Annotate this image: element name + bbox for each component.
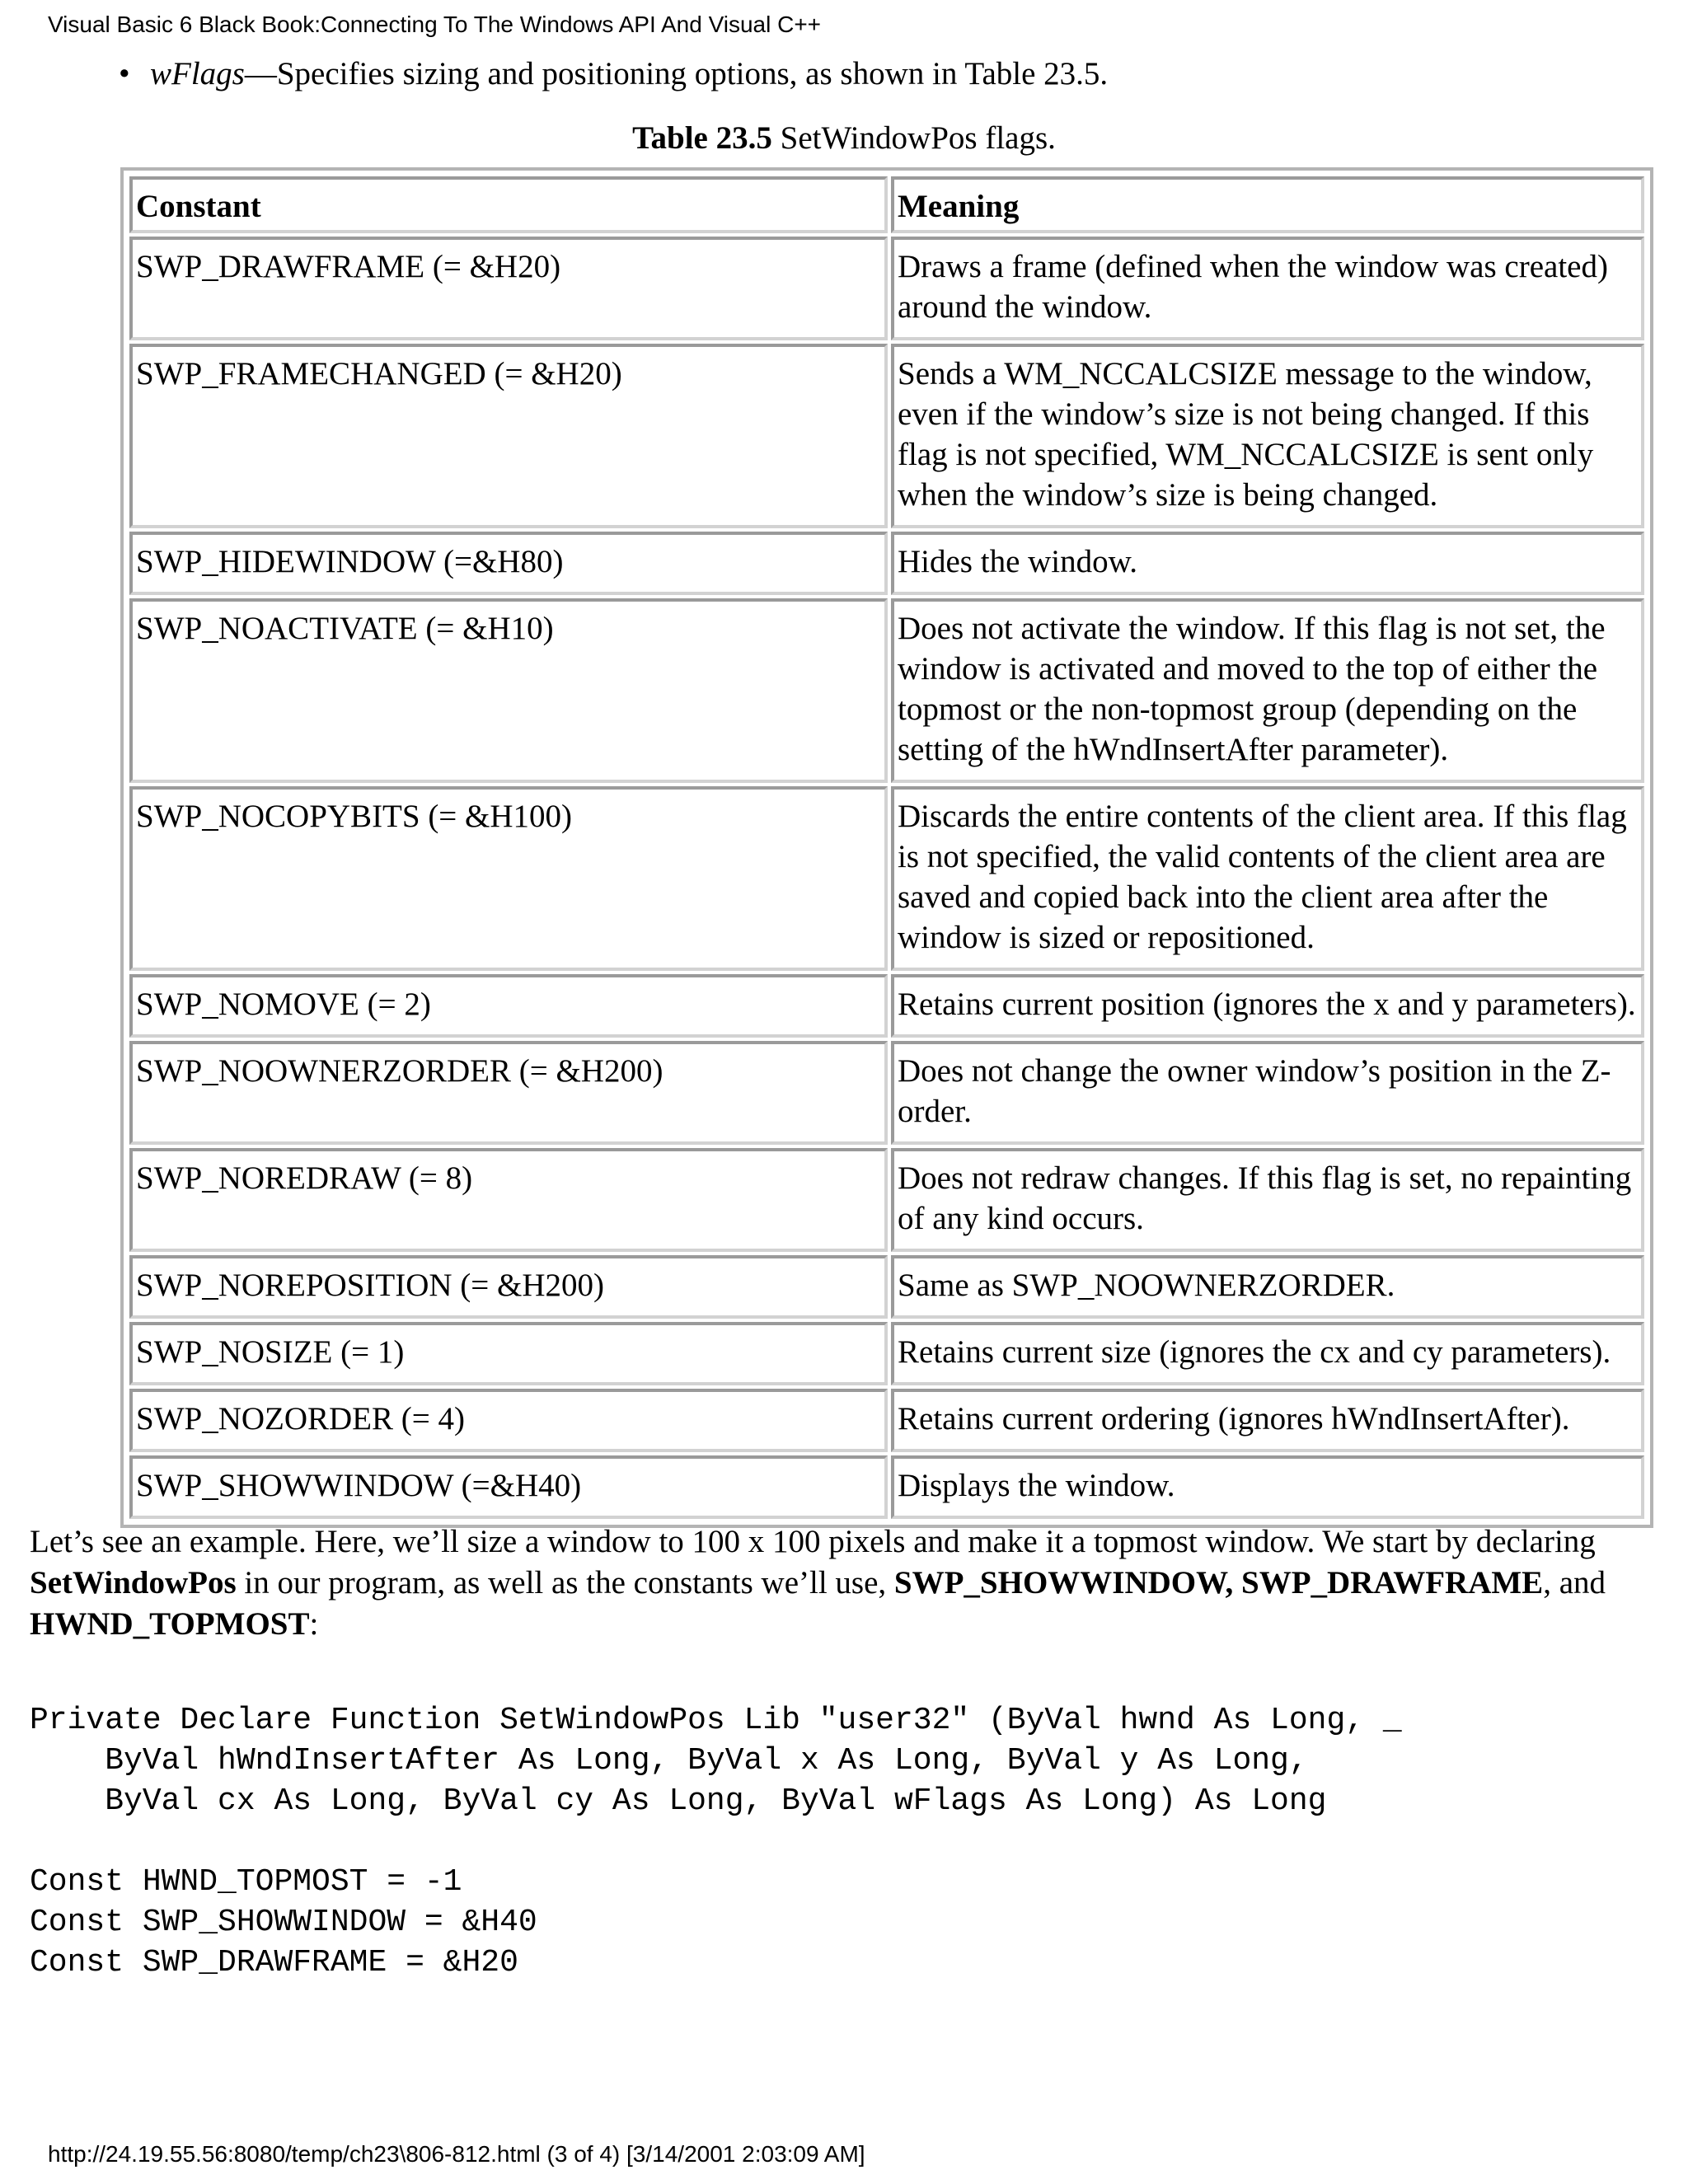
page-footer-url: http://24.19.55.56:8080/temp/ch23\806-812.html (3 of 4) [3/14/2001 2:03:09 AM]: [48, 2141, 865, 2167]
table-row: [129, 1255, 1644, 1319]
code-block: Private Declare Function SetWindowPos Lib "user32" (ByVal hwnd As Long, _ ByVal hWndInsertAfter As Long, ByVal x As Long, ByVal y As Long, ByVal cx As Long, ByVal cy As Long, ByVal wFlags As Long) As Long Const HWND_TOPMOST = -1 Const SWP_SHOWWINDOW = &H40 Const SWP_DRAWFRAME = &H20: [30, 1703, 1402, 1980]
paragraph-text: , and: [1543, 1565, 1606, 1601]
table-header-row: [129, 176, 1644, 233]
meaning-cell: Retains current size (ignores the cx and cy parameters).: [891, 1322, 1644, 1385]
meaning-cell: Draws a frame (defined when the window was created) around the window.: [891, 237, 1644, 340]
paragraph-bold-setwindowpos: SetWindowPos: [30, 1565, 237, 1601]
table-row: [129, 974, 1644, 1038]
constant-cell: SWP_DRAWFRAME (= &H20): [129, 237, 888, 340]
table-row: [129, 237, 1644, 340]
table-row: [129, 598, 1644, 783]
table-row: [129, 1041, 1644, 1145]
column-header-constant: Constant: [129, 176, 888, 233]
paragraph-text: Let’s see an example. Here, we’ll size a window to 100 x 100 pixels and make it a topmost window. We start by declaring: [30, 1524, 1596, 1559]
constant-cell: SWP_NOOWNERZORDER (= &H200): [129, 1041, 888, 1145]
meaning-cell: Does not redraw changes. If this flag is set, no repainting of any kind occurs.: [891, 1148, 1644, 1252]
paragraph-bold-constants: SWP_SHOWWINDOW, SWP_DRAWFRAME: [893, 1565, 1544, 1601]
paragraph-bold-hwnd-topmost: HWND_TOPMOST: [30, 1606, 310, 1642]
constant-cell: SWP_SHOWWINDOW (=&H40): [129, 1455, 888, 1519]
example-paragraph: [30, 1521, 1662, 1645]
column-header-meaning: Meaning: [891, 176, 1644, 233]
bullet-text: —Specifies sizing and positioning options, as shown in Table 23.5.: [244, 56, 1109, 91]
table-caption: [0, 115, 1688, 162]
flags-table-frame: [120, 167, 1653, 1528]
meaning-cell: Same as SWP_NOOWNERZORDER.: [891, 1255, 1644, 1319]
table-row: [129, 344, 1644, 528]
constant-cell: SWP_NOREPOSITION (= &H200): [129, 1255, 888, 1319]
paragraph-text: :: [309, 1606, 319, 1642]
constant-cell: SWP_NOCOPYBITS (= &H100): [129, 786, 888, 971]
meaning-cell: Discards the entire contents of the client area. If this flag is not specified, the valid contents of the client area are saved and copied back into the client area after the window is sized or repositioned.: [891, 786, 1644, 971]
table-caption-text: SetWindowPos flags.: [771, 120, 1056, 156]
bullet-term: wFlags: [150, 56, 245, 91]
constant-cell: SWP_NOREDRAW (= 8): [129, 1148, 888, 1252]
constant-cell: SWP_HIDEWINDOW (=&H80): [129, 532, 888, 595]
constant-cell: SWP_NOACTIVATE (= &H10): [129, 598, 888, 783]
constant-cell: SWP_NOZORDER (= 4): [129, 1389, 888, 1452]
meaning-cell: Hides the window.: [891, 532, 1644, 595]
table-row: [129, 532, 1644, 595]
table-row: [129, 1148, 1644, 1252]
flags-table: [126, 173, 1648, 1522]
table-row: [129, 1455, 1644, 1519]
meaning-cell: Retains current ordering (ignores hWndInsertAfter).: [891, 1389, 1644, 1452]
bullet-item-wflags: [119, 51, 1108, 97]
constant-cell: SWP_FRAMECHANGED (= &H20): [129, 344, 888, 528]
meaning-cell: Sends a WM_NCCALCSIZE message to the window, even if the window’s size is not being changed. If this flag is not specified, WM_NCCALCSIZE is sent only when the window’s size is being changed.: [891, 344, 1644, 528]
table-row: [129, 786, 1644, 971]
meaning-cell: Displays the window.: [891, 1455, 1644, 1519]
table-caption-label: Table 23.5: [632, 120, 772, 156]
table-row: [129, 1322, 1644, 1385]
meaning-cell: Retains current position (ignores the x and y parameters).: [891, 974, 1644, 1038]
paragraph-text: in our program, as well as the constants we’ll use,: [236, 1565, 894, 1601]
page-header: Visual Basic 6 Black Book:Connecting To The Windows API And Visual C++: [48, 12, 822, 37]
constant-cell: SWP_NOMOVE (= 2): [129, 974, 888, 1038]
meaning-cell: Does not activate the window. If this flag is not set, the window is activated and moved to the top of either the topmost or the non-topmost group (depending on the setting of the hWndInsertAfter parameter).: [891, 598, 1644, 783]
constant-cell: SWP_NOSIZE (= 1): [129, 1322, 888, 1385]
meaning-cell: Does not change the owner window’s position in the Z-order.: [891, 1041, 1644, 1145]
bullet-icon: •: [119, 56, 130, 91]
table-row: [129, 1389, 1644, 1452]
